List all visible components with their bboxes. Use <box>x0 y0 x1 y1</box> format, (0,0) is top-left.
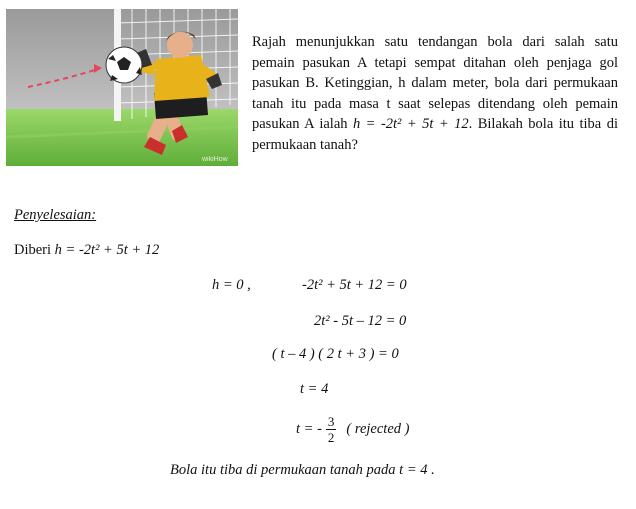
given-line <box>14 242 159 259</box>
solution-heading: Penyelesaian: <box>14 207 97 223</box>
given-equation: h = -2t² + 5t + 12 <box>54 242 160 258</box>
step1-equation: -2t² + 5t + 12 = 0 <box>302 277 407 293</box>
problem-text-2: . Bilakah bola itu tiba di permukaan tanah? <box>252 116 618 153</box>
step4-root: t = 4 <box>300 381 329 397</box>
rejected-note: ( rejected ) <box>346 421 410 437</box>
conclusion: Bola itu tiba di permukaan tanah pada t = 4 . <box>170 462 435 478</box>
fraction-numerator: 3 <box>327 414 335 429</box>
step3-factorised: ( t – 4 ) ( 2 t + 3 ) = 0 <box>272 346 399 362</box>
problem-text-1: Rajah menunjukkan satu tendangan bola dari salah satu pemain pasukan A tetapi sempat ditahan oleh penjaga gol pasukan B. Ketinggian, h dalam meter, bola dari permukaan tanah itu pada masa t saat selepas ditendang oleh pemain pasukan A ialah <box>252 34 618 133</box>
goalkeeper-illustration <box>6 9 238 166</box>
step2-equation: 2t² - 5t – 12 = 0 <box>314 313 407 329</box>
given-label: Diberi <box>14 242 55 258</box>
problem-statement <box>252 32 618 156</box>
watermark: wikiHow <box>202 156 228 163</box>
step5-root-rejected <box>296 414 409 445</box>
step5-prefix: t = - <box>296 421 322 437</box>
problem-equation: h = -2t² + 5t + 12 <box>352 116 469 133</box>
soccer-ball-icon <box>106 47 142 83</box>
fraction-denominator: 2 <box>327 430 335 445</box>
step1-condition: h = 0 , <box>212 277 251 293</box>
fraction <box>326 414 337 445</box>
